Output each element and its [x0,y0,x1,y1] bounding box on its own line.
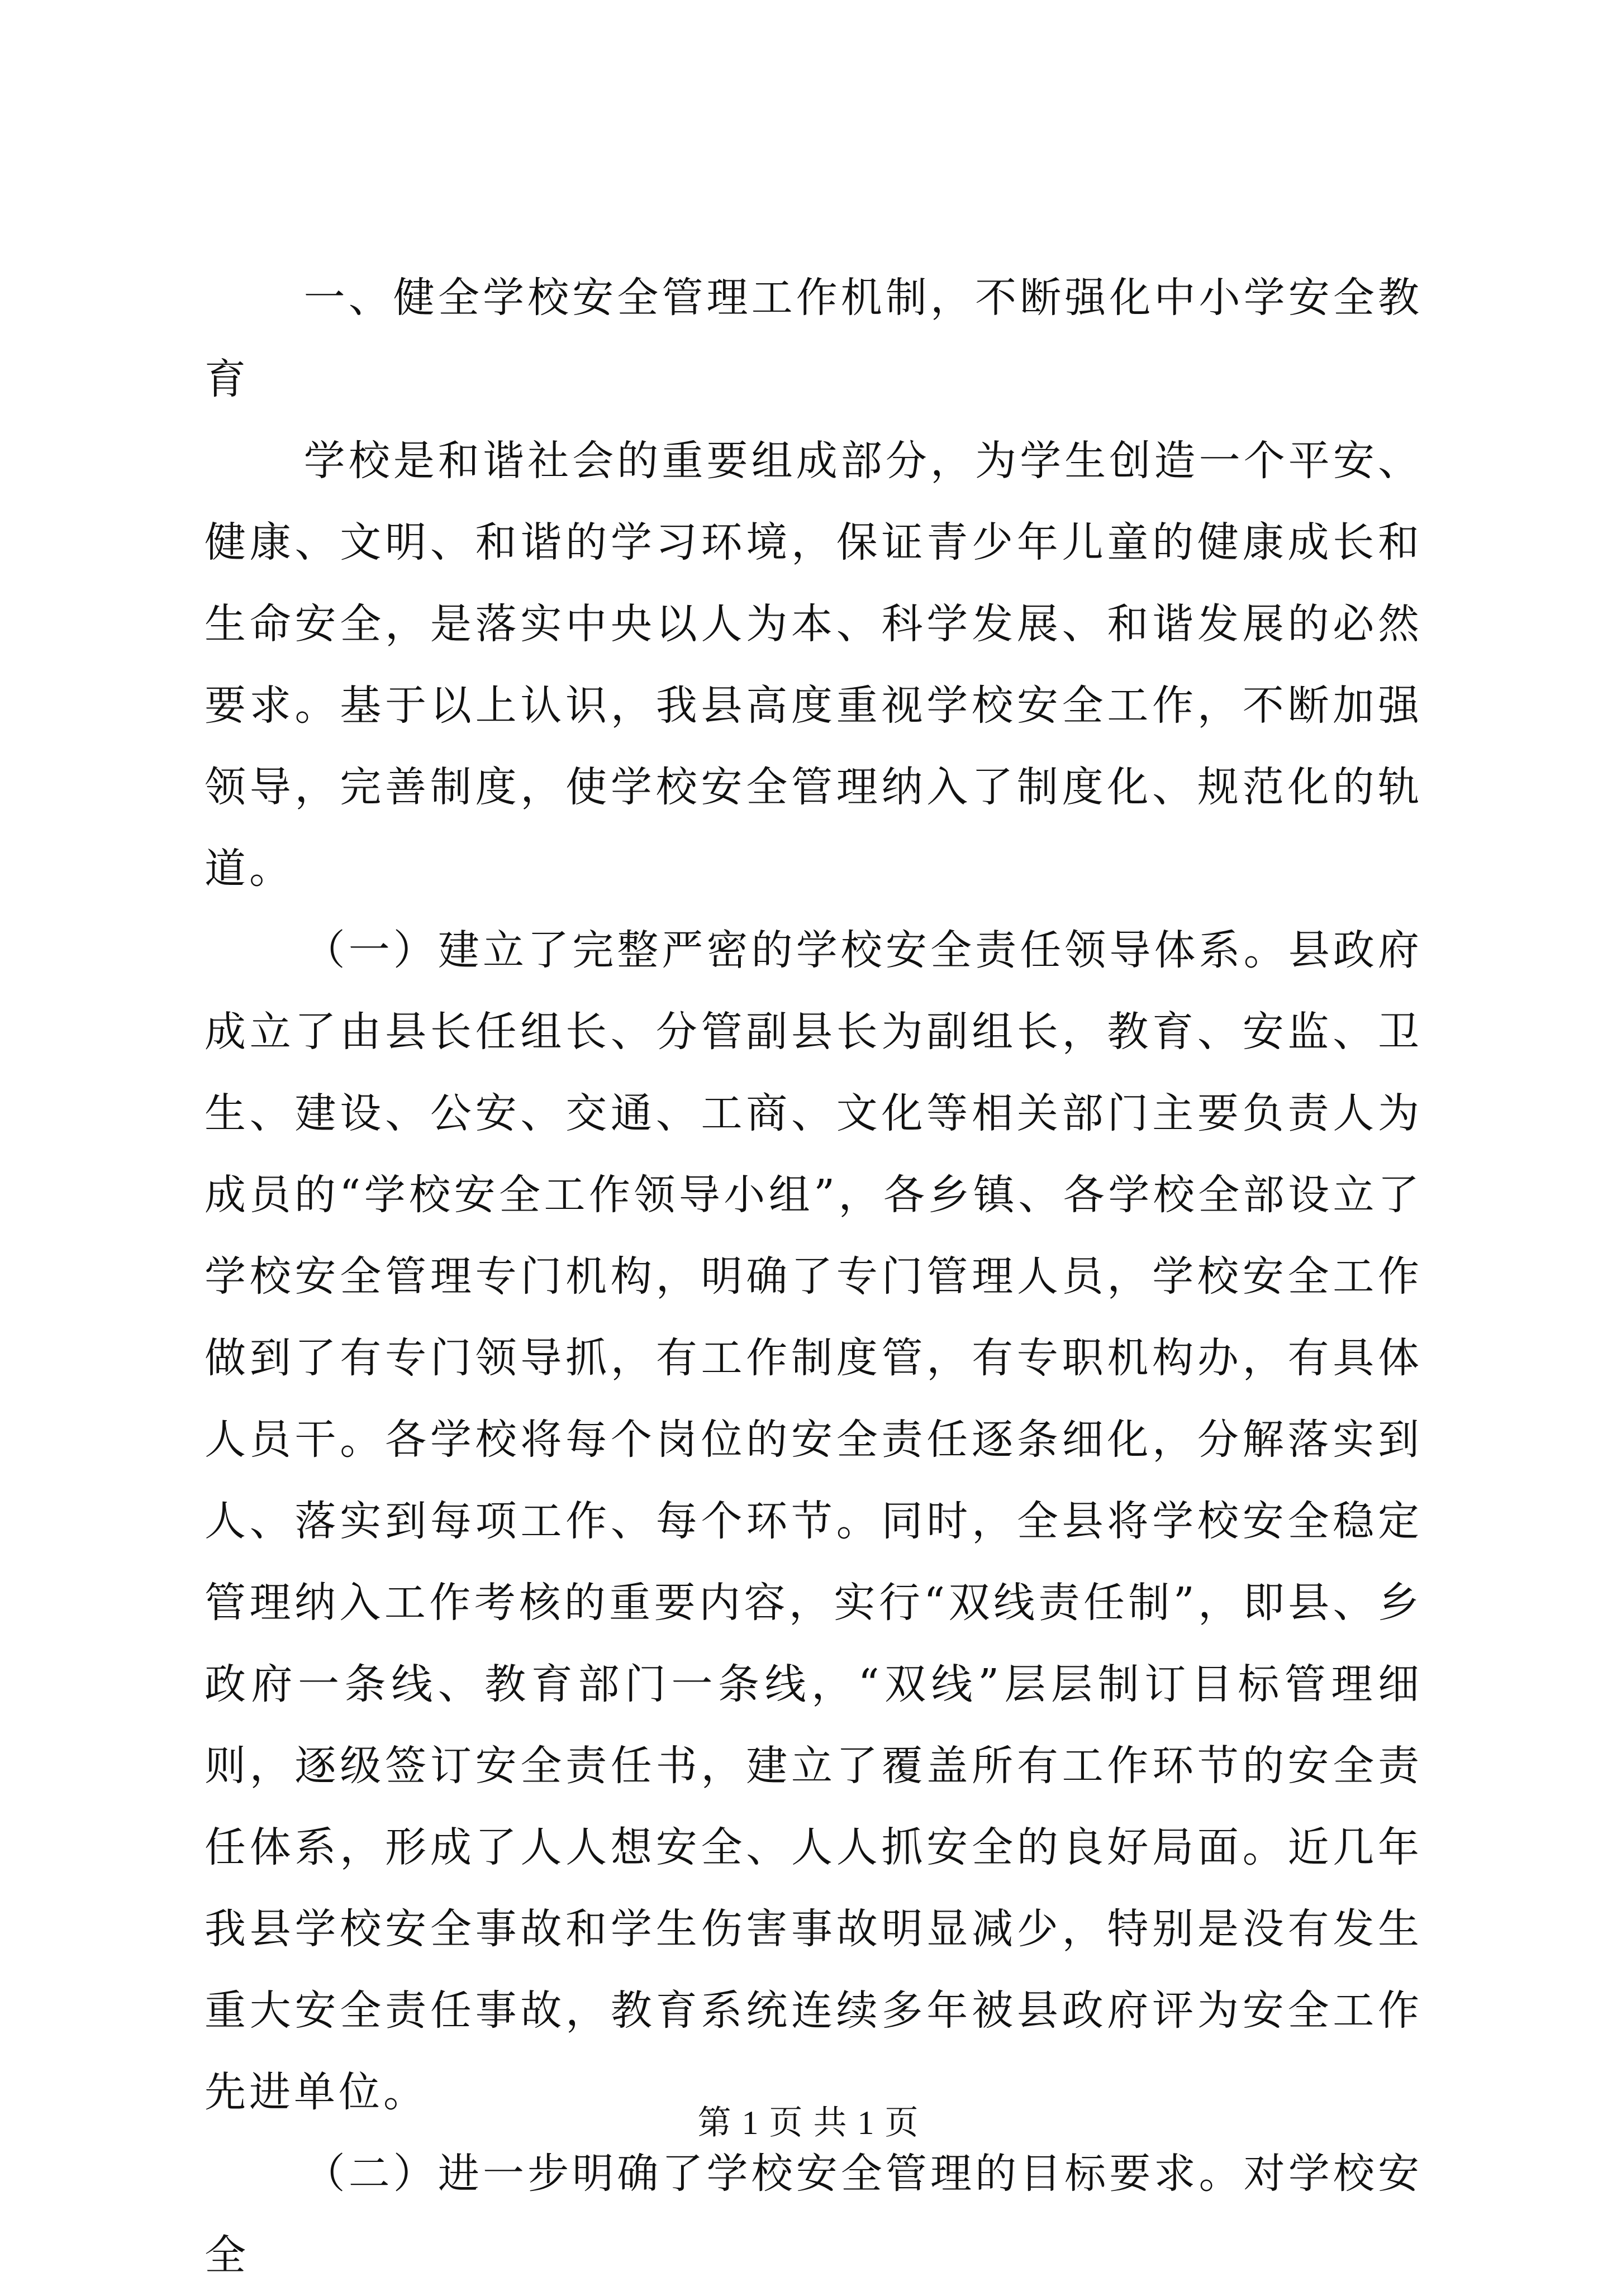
document-body [204,257,1423,2296]
paragraph-subsection-2: （二）进一步明确了学校安全管理的目标要求。对学校安全 [204,2150,1423,2279]
paragraph-subsection-1: （一）建立了完整严密的学校安全责任领导体系。县政府成立了由县长任组长、分管副县长为副组长，教育、安监、卫生、建设、公安、交通、工商、文化等相关部门主要负责人为成员的“学校安全工作领导小组”，各乡镇、各学校全部设立了学校安全管理专门机构，明确了专门管理人员，学校安全工作做到了有专门领导抓，有工作制度管，有专职机构办，有具体人员干。各学校将每个岗位的安全责任逐条细化，分解落实到人、落实到每项工作、每个环节。同时，全县将学校安全稳定管理纳入工作考核的重要内容，实行“双线责任制”，即县、乡政府一条线、教育部门一条线，“双线”层层制订目标管理细则，逐级签订安全责任书，建立了覆盖所有工作环节的安全责任体系，形成了人人想安全、人人抓安全的良好局面。近几年我县学校安全事故和学生伤害事故明显减少，特别是没有发生重大安全责任事故，教育系统连续多年被县政府评为安全工作先进单位。 [204,926,1423,2116]
section-heading: 一、健全学校安全管理工作机制，不断强化中小学安全教育 [204,274,1423,403]
paragraph-intro: 学校是和谐社会的重要组成部分，为学生创造一个平安、健康、文明、和谐的学习环境，保证青少年儿童的健康成长和生命安全，是落实中央以人为本、科学发展、和谐发展的必然要求。基于以上认识，我县高度重视学校安全工作，不断加强领导，完善制度，使学校安全管理纳入了制度化、规范化的轨道。 [204,437,1423,893]
page-number-footer: 第 1 页 共 1 页 [697,2104,920,2141]
